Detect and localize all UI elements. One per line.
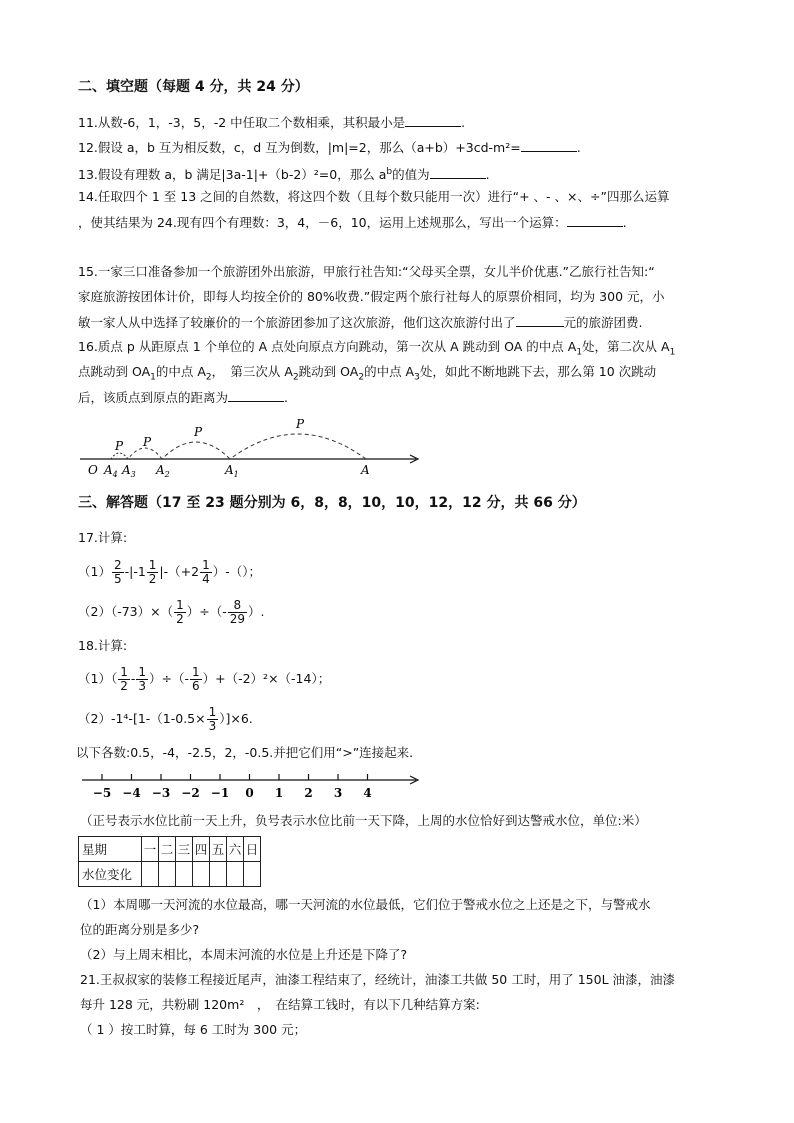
number-line-label: 0 xyxy=(245,786,254,800)
jump-arc-3 xyxy=(128,448,162,459)
water-level-table xyxy=(78,836,261,887)
fraction: $\frac{1}{3}$ xyxy=(208,705,217,733)
question-14-line1: 14.任取四个 1 至 13 之间的自然数，将这四个数（且每个数只能用一次）进行“+ 、- 、×、÷”四那么运算 xyxy=(78,189,670,204)
question-20-part1-line2: 位的距离分别是多少? xyxy=(80,922,200,937)
day-cell: 三 xyxy=(176,837,193,862)
question-15-line3: 敏一家人从中选择了较廉价的一个旅游团参加了这次旅游，他们这次旅游付出了 元的旅游团费. xyxy=(78,315,643,330)
table-row-label: 水位变化 xyxy=(79,862,142,887)
section3-title: 三、解答题（17 至 23 题分别为 6，8，8，10，10，12，12 分，共 66 分） xyxy=(78,495,586,511)
label-o: O xyxy=(88,463,98,477)
question-17-part2: （2）（-73）×（ $\frac{1}{2}$ ）÷（- $\frac{8}{29}$ ）. xyxy=(78,598,265,626)
answer-blank[interactable] xyxy=(567,214,623,227)
fraction: $\frac{2}{5}$ xyxy=(113,558,122,586)
jump-arc-4 xyxy=(111,453,128,459)
label-a3: $A_3$ xyxy=(122,463,136,479)
table-row xyxy=(79,837,261,862)
answer-blank[interactable] xyxy=(430,166,486,179)
question-17-part1: （1） $\frac{2}{5}$ -|-1 $\frac{1}{2}$ |-（+2 $\frac{1}{4}$ ）-（）； xyxy=(78,558,261,586)
jump-arc-1 xyxy=(230,434,366,459)
label-p-1: P xyxy=(296,417,305,431)
answer-blank[interactable] xyxy=(405,114,461,127)
question-14-line2: ，使其结果为 24.现有四个有理数：3，4，－6，10，运用上述规那么，写出一个运算： . xyxy=(78,215,627,230)
question-18-part1: （1）（ $\frac{1}{2}$ - $\frac{1}{3}$ ）÷（- $\frac{1}{6}$ ）+（-2）²×（-14）； xyxy=(78,665,331,693)
value-cell xyxy=(244,862,261,887)
question-12: 12.假设 a，b 互为相反数，c，d 互为倒数，|m|=2，那么（a+b）+3cd-m²= . xyxy=(78,140,581,155)
question-17: 17.计算: xyxy=(78,530,128,545)
day-cell: 四 xyxy=(193,837,210,862)
question-13: 13.假设有理数 a，b 满足|3a-1|+（b-2）²=0，那么 $a^b$的值为 . xyxy=(78,167,490,183)
question-21-line1: 21.王叔叔家的装修工程接近尾声，油漆工程结束了，经统计，油漆工共做 50 工时，用了 150L 油漆，油漆 xyxy=(80,972,676,987)
number-line-label: −2 xyxy=(181,786,200,800)
fraction: $\frac{1}{2}$ xyxy=(120,665,128,693)
fraction: $\frac{8}{29}$ xyxy=(229,598,245,626)
question-16-line2: 点跳动到 $OA_1$的中点 $A_2$， 第三次从 $A_2$跳动到 $OA_2$的中点 $A_3$处，如此不断地跳下去，那么第 10 次跳动 xyxy=(78,364,657,383)
number-line-label: 4 xyxy=(363,786,372,800)
label-p-3: P xyxy=(143,435,152,449)
question-18: 18.计算: xyxy=(78,638,128,653)
question-20-intro: （正号表示水位比前一天上升，负号表示水位比前一天下降，上周的水位恰好到达警戒水位，单位:米） xyxy=(80,813,647,828)
question-16-line3: 后，该质点到原点的距离为 . xyxy=(78,390,288,405)
label-p-2: P xyxy=(194,425,203,439)
number-line-label: −3 xyxy=(151,786,171,800)
value-cell xyxy=(159,862,176,887)
number-line-label: 2 xyxy=(304,786,313,800)
question-19: 以下各数:0.5，-4，-2.5，2，-0.5.并把它们用“>”连接起来. xyxy=(76,745,414,760)
jump-arc-2 xyxy=(162,442,230,459)
label-a2: $A_2$ xyxy=(156,463,170,479)
label-p-4: P xyxy=(115,439,124,453)
number-line-label: −5 xyxy=(92,786,112,800)
question-15-line1: 15.一家三口准备参加一个旅游团外出旅游，甲旅行社告知:“父母买全票，女儿半价优惠.”乙旅行社告知:“ xyxy=(78,264,655,279)
fraction: $\frac{1}{3}$ xyxy=(138,665,146,693)
number-line xyxy=(80,770,425,802)
answer-blank[interactable] xyxy=(516,314,564,327)
day-cell: 一 xyxy=(142,837,159,862)
question-21-line2: 每升 128 元，共粉刷 120m² ， 在结算工钱时，有以下几种结算方案: xyxy=(80,997,480,1012)
number-line-label: 3 xyxy=(333,786,343,800)
fraction: $\frac{1}{4}$ xyxy=(202,558,210,586)
day-cell: 六 xyxy=(227,837,244,862)
label-a1: $A_1$ xyxy=(225,463,239,479)
number-line-label: −4 xyxy=(122,786,141,800)
fraction: $\frac{1}{6}$ xyxy=(191,665,200,693)
question-11: 11.从数-6，1，-3，5，-2 中任取二个数相乘，其积最小是 . xyxy=(78,115,466,130)
number-line-label: 1 xyxy=(274,786,284,800)
fraction: $\frac{1}{2}$ xyxy=(176,598,184,626)
question-20-part2: （2）与上周末相比，本周末河流的水位是上升还是下降了? xyxy=(80,947,408,962)
table-header-label: 星期 xyxy=(79,837,142,862)
day-cell: 五 xyxy=(210,837,227,862)
number-line-ticks xyxy=(93,774,372,800)
number-line-label: −1 xyxy=(210,786,230,800)
label-a: A xyxy=(361,463,370,477)
question-18-part2: （2）-1⁴-[1-（1-0.5× $\frac{1}{3}$ ）]×6. xyxy=(78,705,253,733)
label-a4: $A_4$ xyxy=(104,463,118,479)
question-20-part1-line1: （1）本周哪一天河流的水位最高，哪一天河流的水位最低，它们位于警戒水位之上还是之下，与警戒水 xyxy=(80,897,651,912)
value-cell xyxy=(227,862,244,887)
jump-diagram xyxy=(78,415,428,480)
day-cell: 日 xyxy=(244,837,261,862)
value-cell xyxy=(210,862,227,887)
question-15-line2: 家庭旅游按团体计价，即每人均按全价的 80%收费.”假定两个旅行社每人的原票价相同，均为 300 元，小 xyxy=(78,289,665,304)
value-cell xyxy=(176,862,193,887)
value-cell xyxy=(193,862,210,887)
answer-blank[interactable] xyxy=(521,139,577,152)
answer-blank[interactable] xyxy=(228,389,284,402)
value-cell xyxy=(142,862,159,887)
section2-title: 二、填空题（每题 4 分，共 24 分） xyxy=(78,79,309,95)
day-cell: 二 xyxy=(159,837,176,862)
table-row xyxy=(79,862,261,887)
question-21-option1: （ 1 ）按工时算，每 6 工时为 300 元； xyxy=(80,1022,307,1037)
question-16-line1: 16.质点 p 从距原点 1 个单位的 A 点处向原点方向跳动，第一次从 A 跳动到 OA 的中点 $A_1$处，第二次从 $A_1$ xyxy=(78,339,676,358)
fraction: $\frac{1}{2}$ xyxy=(148,558,157,586)
